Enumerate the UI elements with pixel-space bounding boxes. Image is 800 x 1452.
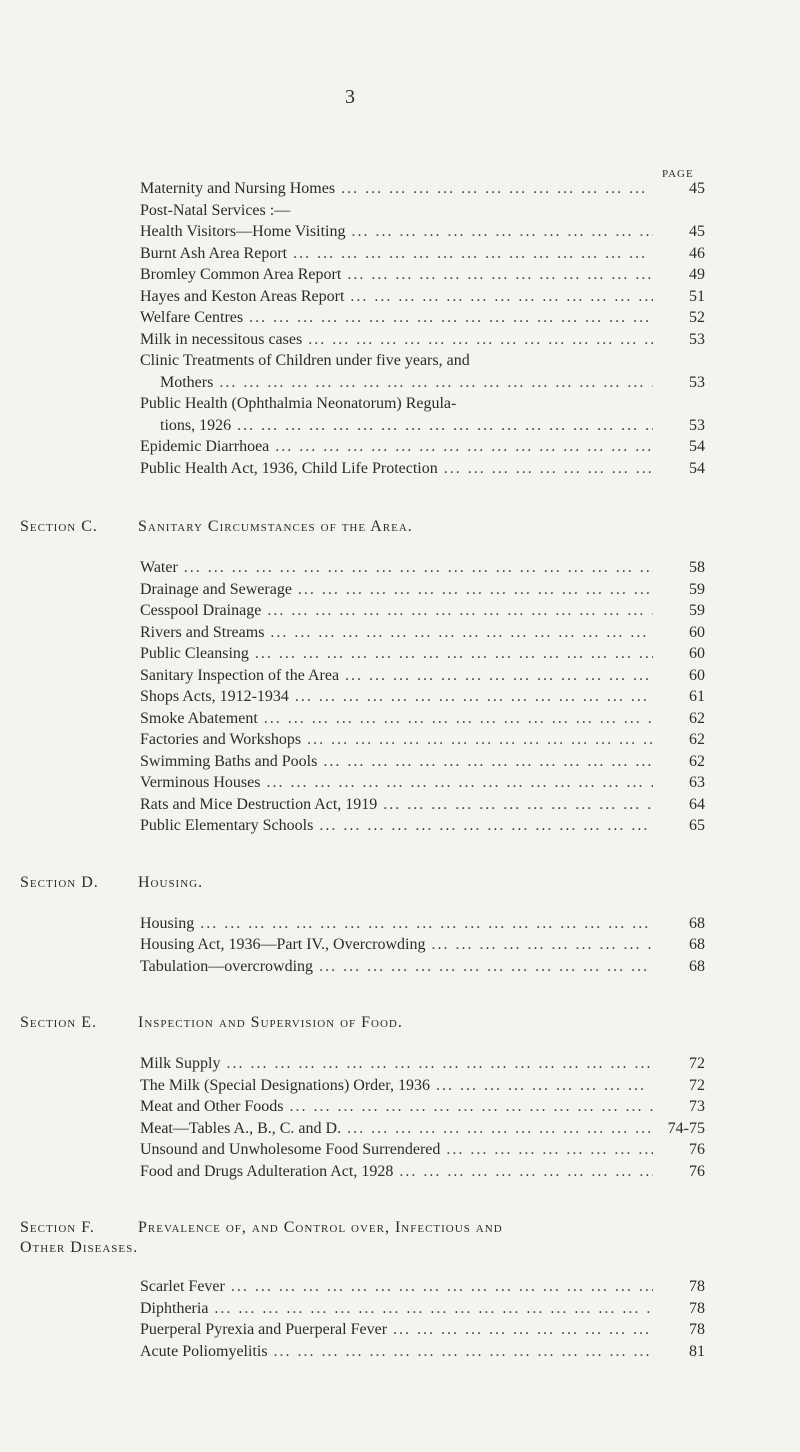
toc-entry — [140, 436, 705, 458]
dot-leader — [377, 794, 653, 816]
toc-entry-page: 53 — [689, 416, 705, 434]
toc-entry-label: Verminous Houses — [140, 774, 261, 791]
toc-row — [0, 708, 800, 730]
page-number: 3 — [345, 86, 355, 108]
section-heading — [0, 873, 800, 913]
section-title-continued: Other Diseases. — [20, 1239, 139, 1256]
toc-entry — [140, 665, 705, 687]
toc-entry-page: 60 — [689, 623, 705, 641]
toc-entry-page: 72 — [689, 1076, 705, 1094]
toc-entry-label: Unsound and Unwholesome Food Surrendered — [140, 1141, 441, 1158]
toc-entry — [140, 264, 705, 286]
toc-entry-page: 64 — [689, 795, 705, 813]
dot-leader — [264, 622, 653, 644]
toc-entry-page: 68 — [689, 957, 705, 975]
toc-row — [0, 221, 800, 243]
toc-row — [0, 815, 800, 837]
toc-entry-page: 45 — [689, 180, 705, 197]
toc-entry — [140, 934, 705, 956]
dot-leader — [313, 956, 653, 978]
toc-row — [0, 665, 800, 687]
dot-leader — [344, 286, 653, 308]
toc-entry-label: Swimming Baths and Pools — [140, 752, 318, 770]
dot-leader — [301, 729, 653, 751]
dot-leader — [213, 372, 653, 394]
toc-entry — [140, 729, 705, 751]
toc-row — [0, 458, 800, 480]
toc-entry-label: Puerperal Pyrexia and Puerperal Fever — [140, 1321, 388, 1338]
toc-entry-page: 78 — [689, 1299, 705, 1317]
toc-entry-page: 61 — [689, 688, 705, 705]
toc-entry-page — [653, 350, 705, 372]
toc-entry — [140, 1096, 705, 1118]
toc-entry — [140, 794, 705, 816]
toc-entry-page: 49 — [689, 266, 705, 283]
toc-entry-label: Food and Drugs Adulteration Act, 1928 — [140, 1162, 394, 1180]
toc-entry — [140, 1053, 705, 1075]
toc-entry — [140, 1075, 705, 1097]
toc-row — [0, 557, 800, 579]
toc-entry-label: Epidemic Diarrhoea — [140, 438, 270, 455]
toc-entry-label: Welfare Centres — [140, 309, 244, 326]
toc-entry — [140, 1341, 705, 1363]
toc-entry — [140, 458, 705, 480]
toc-row — [0, 643, 800, 665]
toc-row — [0, 350, 800, 372]
dot-leader — [393, 1161, 653, 1183]
toc-row — [0, 307, 800, 329]
toc-entry — [140, 1298, 705, 1320]
toc-row — [0, 956, 800, 978]
toc-entry-page: 62 — [689, 752, 705, 770]
toc-row — [0, 1161, 800, 1183]
dot-leader — [260, 772, 653, 794]
toc-row — [0, 913, 800, 935]
toc-entry-page: 53 — [689, 330, 705, 348]
toc-row — [0, 1319, 800, 1341]
dot-leader — [268, 1341, 653, 1363]
dot-leader — [287, 243, 653, 265]
toc-entry-page: 58 — [689, 559, 705, 576]
toc-entry — [140, 643, 705, 665]
toc-entry — [140, 329, 705, 351]
section-label: Section C. — [20, 518, 98, 535]
toc-entry-label: Meat and Other Foods — [140, 1098, 284, 1115]
dot-leader — [470, 350, 653, 372]
dot-leader — [258, 708, 653, 730]
toc-row — [0, 622, 800, 644]
toc-entry-page: 62 — [689, 709, 705, 727]
toc-row — [0, 686, 800, 708]
toc-entry-page: 78 — [689, 1321, 705, 1338]
dot-leader — [440, 1139, 653, 1161]
toc-entry-label: Diphtheria — [140, 1299, 209, 1317]
dot-leader — [284, 1096, 653, 1118]
section-label: Section E. — [20, 1014, 97, 1031]
toc-row — [0, 436, 800, 458]
toc-entry-page: 54 — [689, 438, 705, 455]
toc-row — [0, 264, 800, 286]
toc-row — [0, 393, 800, 415]
toc-entry-page: 45 — [689, 223, 705, 240]
section-heading — [0, 1218, 800, 1276]
toc-entry — [140, 686, 705, 708]
toc-entry — [140, 307, 705, 329]
toc-row — [0, 751, 800, 773]
toc-entry — [140, 913, 705, 935]
toc-entry-page: 68 — [689, 936, 705, 953]
dot-leader — [339, 665, 653, 687]
toc-entry-label: Housing Act, 1936—Part IV., Overcrowding — [140, 936, 426, 953]
dot-leader — [430, 1075, 653, 1097]
toc-entry-page: 81 — [689, 1342, 705, 1360]
toc-entry-label: Meat—Tables A., B., C. and D. — [140, 1119, 342, 1137]
toc-row — [0, 794, 800, 816]
toc-row — [0, 579, 800, 601]
dot-leader — [290, 200, 653, 222]
section-spacer — [0, 837, 800, 873]
toc-entry — [140, 579, 705, 601]
toc-row — [0, 1139, 800, 1161]
toc-entry — [140, 393, 705, 415]
toc-entry-label: Public Health Act, 1936, Child Life Protection — [140, 459, 438, 477]
toc-entry-label: Rats and Mice Destruction Act, 1919 — [140, 795, 378, 813]
dot-leader — [289, 686, 653, 708]
toc-entry — [140, 751, 705, 773]
dot-leader — [231, 415, 653, 437]
dot-leader — [225, 1276, 653, 1298]
toc-entry-page: 68 — [689, 914, 705, 932]
toc-entry — [160, 372, 705, 394]
toc-entry-page: 74-75 — [667, 1119, 705, 1137]
section-spacer — [0, 977, 800, 1013]
toc-row — [0, 1053, 800, 1075]
toc-row — [0, 1118, 800, 1140]
toc-entry — [160, 415, 705, 437]
toc-entry-page: 59 — [689, 580, 705, 598]
toc-entry-label: Shops Acts, 1912-1934 — [140, 688, 289, 705]
toc-entry-label: Burnt Ash Area Report — [140, 244, 288, 262]
toc-row — [0, 243, 800, 265]
toc-entry-label: Maternity and Nursing Homes — [140, 180, 336, 197]
dot-leader — [292, 579, 653, 601]
toc-entry — [140, 557, 705, 579]
toc-entry-label: Scarlet Fever — [140, 1278, 225, 1295]
toc-entry-label: Post-Natal Services :— — [140, 201, 291, 219]
toc-row — [0, 1298, 800, 1320]
toc-row — [0, 772, 800, 794]
dot-leader — [269, 436, 653, 458]
toc-entry — [140, 1161, 705, 1183]
toc-entry-label: Public Health (Ophthalmia Neonatorum) Regula- — [140, 395, 457, 412]
toc-entry — [140, 772, 705, 794]
toc-entry-page: 76 — [689, 1162, 705, 1180]
toc-row — [0, 729, 800, 751]
toc-entry-page: 59 — [689, 602, 705, 619]
toc-entry — [140, 200, 705, 222]
toc-entry-label: Cesspool Drainage — [140, 602, 262, 619]
dot-leader — [425, 934, 653, 956]
toc-entry — [140, 708, 705, 730]
toc-entry-page: 65 — [689, 817, 705, 834]
dot-leader — [249, 643, 653, 665]
section-title: Sanitary Circumstances of the Area. — [138, 518, 413, 535]
dot-leader — [194, 913, 653, 935]
toc-entry-page: 63 — [689, 774, 705, 791]
dot-leader — [208, 1298, 653, 1320]
toc-entry-label: Mothers — [160, 373, 214, 391]
toc-entry-page: 52 — [689, 309, 705, 326]
dot-leader — [345, 221, 653, 243]
toc-row — [0, 1276, 800, 1298]
toc-entry-page — [653, 393, 705, 415]
toc-entry-label: Smoke Abatement — [140, 709, 258, 727]
toc-entry-label: tions, 1926 — [160, 416, 232, 434]
toc-entry-page: 76 — [689, 1141, 705, 1158]
toc-entry-page: 62 — [689, 731, 705, 748]
section-title: Inspection and Supervision of Food. — [138, 1014, 403, 1031]
toc-entry — [140, 243, 705, 265]
toc-entry-label: Milk in necessitous cases — [140, 330, 303, 348]
toc-entry-label: Sanitary Inspection of the Area — [140, 666, 340, 684]
toc-entry — [140, 1118, 705, 1140]
toc-entry-label: Water — [140, 559, 178, 576]
toc-row — [0, 1341, 800, 1363]
toc-entry-label: Tabulation—overcrowding — [140, 957, 314, 975]
toc-entry-page — [653, 200, 705, 222]
section-title: Prevalence of, and Control over, Infectious and — [138, 1219, 503, 1236]
table-of-contents — [0, 178, 800, 1362]
toc-entry-label: Hayes and Keston Areas Report — [140, 287, 345, 305]
toc-entry — [140, 350, 705, 372]
toc-entry-page: 60 — [689, 645, 705, 662]
dot-leader — [438, 458, 653, 480]
toc-entry — [140, 1319, 705, 1341]
dot-leader — [313, 815, 653, 837]
dot-leader — [335, 178, 653, 200]
toc-entry — [140, 1276, 705, 1298]
dot-leader — [341, 1118, 653, 1140]
dot-leader — [341, 264, 653, 286]
toc-entry-label: Clinic Treatments of Children under five years, and — [140, 352, 470, 369]
toc-entry-label: Acute Poliomyelitis — [140, 1342, 268, 1360]
section-heading — [0, 517, 800, 557]
toc-entry — [140, 622, 705, 644]
toc-entry — [140, 221, 705, 243]
toc-entry-page: 73 — [689, 1098, 705, 1115]
toc-entry-label: Drainage and Sewerage — [140, 580, 292, 598]
toc-entry-label: Milk Supply — [140, 1055, 221, 1072]
toc-entry-page: 54 — [689, 459, 705, 477]
toc-row — [0, 1075, 800, 1097]
toc-entry-label: Rivers and Streams — [140, 623, 265, 641]
section-label: Section D. — [20, 873, 99, 891]
toc-entry-label: Housing — [140, 914, 195, 932]
toc-row — [0, 200, 800, 222]
page-column-header: PAGE — [662, 168, 694, 180]
dot-leader — [317, 751, 653, 773]
section-title: Housing. — [138, 873, 204, 891]
toc-entry-label: Health Visitors—Home Visiting — [140, 223, 346, 240]
toc-entry-label: Public Cleansing — [140, 645, 249, 662]
section-heading — [0, 1013, 800, 1053]
dot-leader — [220, 1053, 653, 1075]
toc-row — [0, 372, 800, 394]
toc-entry — [140, 600, 705, 622]
toc-entry-label: Factories and Workshops — [140, 731, 302, 748]
toc-entry-label: Bromley Common Area Report — [140, 266, 342, 283]
toc-entry — [140, 286, 705, 308]
dot-leader — [456, 393, 653, 415]
toc-row — [0, 329, 800, 351]
toc-entry-page: 46 — [689, 244, 705, 262]
toc-entry-page: 72 — [689, 1055, 705, 1072]
toc-entry-page: 78 — [689, 1278, 705, 1295]
toc-entry-label: The Milk (Special Designations) Order, 1936 — [140, 1076, 430, 1094]
toc-entry-label: Public Elementary Schools — [140, 817, 314, 834]
toc-entry-page: 53 — [689, 373, 705, 391]
toc-entry — [140, 178, 705, 200]
dot-leader — [261, 600, 653, 622]
toc-entry — [140, 956, 705, 978]
toc-row — [0, 1096, 800, 1118]
toc-row — [0, 415, 800, 437]
section-label: Section F. — [20, 1219, 95, 1236]
toc-row — [0, 934, 800, 956]
toc-entry-page: 60 — [689, 666, 705, 684]
toc-entry — [140, 815, 705, 837]
dot-leader — [387, 1319, 653, 1341]
section-spacer — [0, 1182, 800, 1218]
toc-entry-page: 51 — [689, 287, 705, 305]
toc-entry — [140, 1139, 705, 1161]
dot-leader — [243, 307, 653, 329]
toc-row — [0, 178, 800, 200]
toc-row — [0, 600, 800, 622]
dot-leader — [178, 557, 653, 579]
toc-row — [0, 286, 800, 308]
dot-leader — [302, 329, 653, 351]
section-spacer — [0, 479, 800, 517]
